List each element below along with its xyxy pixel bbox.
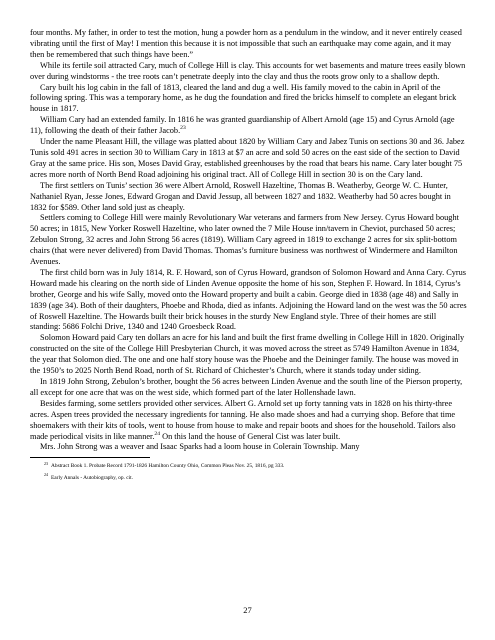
footnote-reference: 24: [154, 430, 161, 437]
footnote-number: 24: [44, 472, 48, 478]
paragraph-text: Mrs. John Strong was a weaver and Isaac Sparks had a loom house in Colerain Township. Many: [40, 442, 360, 452]
footnote-text: Abstract Book 1. Probate Record 1791-1826 Hamilton County Ohio, Common Pleas Nov. 25, 1816, pg 333.: [51, 463, 285, 470]
paragraph-text: While its fertile soil attracted Cary, much of College Hill is clay. This accounts for wet basements and mature trees easily blown over during windstorms - the tree roots can’t penetrate deeply into the clay and thus the roots grow only to a shallow depth.: [30, 60, 466, 81]
paragraph: [30, 61, 467, 83]
paragraph-text: William Cary had an extended family. In 1816 he was granted guardianship of Albert Arnold (age 15) and Cyrus Arnold (age 11), following the death of their father Jacob.: [30, 115, 455, 136]
paragraph-text: On this land the house of General Cist was later built.: [160, 431, 341, 441]
footnotes: [30, 461, 467, 484]
paragraph-text: In 1819 John Strong, Zebulon’s brother, bought the 56 acres between Linden Avenue and the south line of the Pierson property, all except for one acre that was on the west side, which formed part of the later Hollenshade lawn.: [30, 377, 463, 397]
paragraph-text: four months. My father, in order to test the motion, hung a powder horn as a pendulum in the window, and it never entirely ceased vibrating until the first of May! I mention this because it is not impossible that such an earthquake may come again, and it may then be remembered that such things have been.”: [30, 28, 462, 59]
footnote-number: 23: [44, 460, 48, 466]
paragraph: [30, 213, 467, 268]
paragraph: [30, 115, 467, 137]
paragraph-text: The first settlers on Tunis’ section 36 were Albert Arnold, Roswell Hazeltine, Thomas B. Weatherby, George W. C. Hunter, Nathaniel Ryan, Jesse Jones, Edward Grogan and David Jessup, all between 1827 and 1832. Weatherby had 50 acres bought in 1832 for $589. Other land sold just as cheaply.: [30, 180, 451, 212]
paragraph-text: Solomon Howard paid Cary ten dollars an acre for his land and built the first frame dwelling in College Hill in 1820. Originally constructed on the site of the College Hill Presbyterian Church, it was moved across the street as 5749 Hamilton Avenue in 1834, the year that Solomon died. The one and one half story house was the Phoebe and the Deininger family. The house was moved in the 1950’s to 2025 North Bend Road, north of St. Richard of Chichester’s Church, where it stands today under siding.: [30, 333, 465, 376]
footnote-23: [44, 461, 467, 473]
paragraph-text: Cary built his log cabin in the fall of 1813, cleared the land and dug a well. His family moved to the cabin in April of the following spring. This was a temporary home, as he dug the foundation and fired the bricks himself to complete an elegant brick house in 1817.: [30, 82, 457, 114]
paragraph-text: The first child born was in July 1814, R. F. Howard, son of Cyrus Howard, grandson of Solomon Howard and Anna Cary. Cyrus Howard made his clearing on the north side of Linden Avenue opposite the home of his son, Stephen F. Howard. In 1814, Cyrus’s brother, George and his wife Sally, moved onto the Howard property and built a cabin. George died in 1838 (age 48) and Sally in 1839 (age 34). Both of their daughters, Phoebe and Rhoda, died as infants. Adjoining the Howard land on the west was the 50 acres of Roswell Hazeltine. The Howards built their brick houses in the sturdy New England style. Three of their homes are still standing: 5686 Folchi Drive, 1340 and 1240 Groesbeck Road.: [30, 267, 467, 332]
paragraph-text: Under the name Pleasant Hill, the village was platted about 1820 by William Cary and Jabez Tunis on sections 30 and 36. Jabez Tunis sold 491 acres in section 30 to William Cary in 1813 at $7 an acre and sold 50 acres on the east side of the section to David Gray at the same price. His son, Moses David Gray, established greenhouses by the road that bears his name. Cary later bought 75 acres more north of North Bend Road adjoining his original tract. All of College Hill in section 30 is on the Cary land.: [30, 137, 465, 179]
footnote-reference: 23: [180, 125, 186, 132]
paragraph: [30, 333, 467, 377]
paragraph: [30, 28, 467, 61]
paragraph-text: Settlers coming to College Hill were mainly Revolutionary War veterans and farmers from New Jersey. Cyrus Howard bought 50 acres; in 1815, New Yorker Roswell Hazeltine, who later owned the 7 Mile House inn/tavern in Cheviot, purchased 50 acres; Zebulon Strong, 32 acres and John Strong 56 acres (1819). William Cary agreed in 1819 to exchange 2 acres for six split-bottom chairs (that were never delivered) from David Thomas. Thomas’s furniture business was northwest of Windermere and Hamilton Avenues.: [30, 213, 459, 267]
footnote-separator: [30, 457, 150, 458]
paragraph: [30, 377, 467, 399]
page-number: 27: [243, 605, 252, 615]
paragraph-text: Besides farming, some settlers provided other services. Albert G. Arnold set up forty tanning vats in 1828 on his thirty-three acres. Aspen trees provided the necessary ingredients for tanning. He also made shoes and had a currying shop. Before that time shoemakers with their kits of tools, went to house from house to make and repair boots and shoes for the household. Tailors also made periodical visits in like manner.: [30, 398, 456, 441]
paragraph: [30, 268, 467, 333]
paragraph: [30, 399, 467, 443]
body-text: [30, 28, 467, 453]
footnote-24: [44, 473, 467, 485]
paragraph: [30, 442, 467, 453]
paragraph: [30, 83, 467, 116]
footnote-text: Early Annals - Autobiography, op. cit.: [51, 474, 133, 481]
paragraph: [30, 181, 467, 214]
paragraph: [30, 137, 467, 181]
